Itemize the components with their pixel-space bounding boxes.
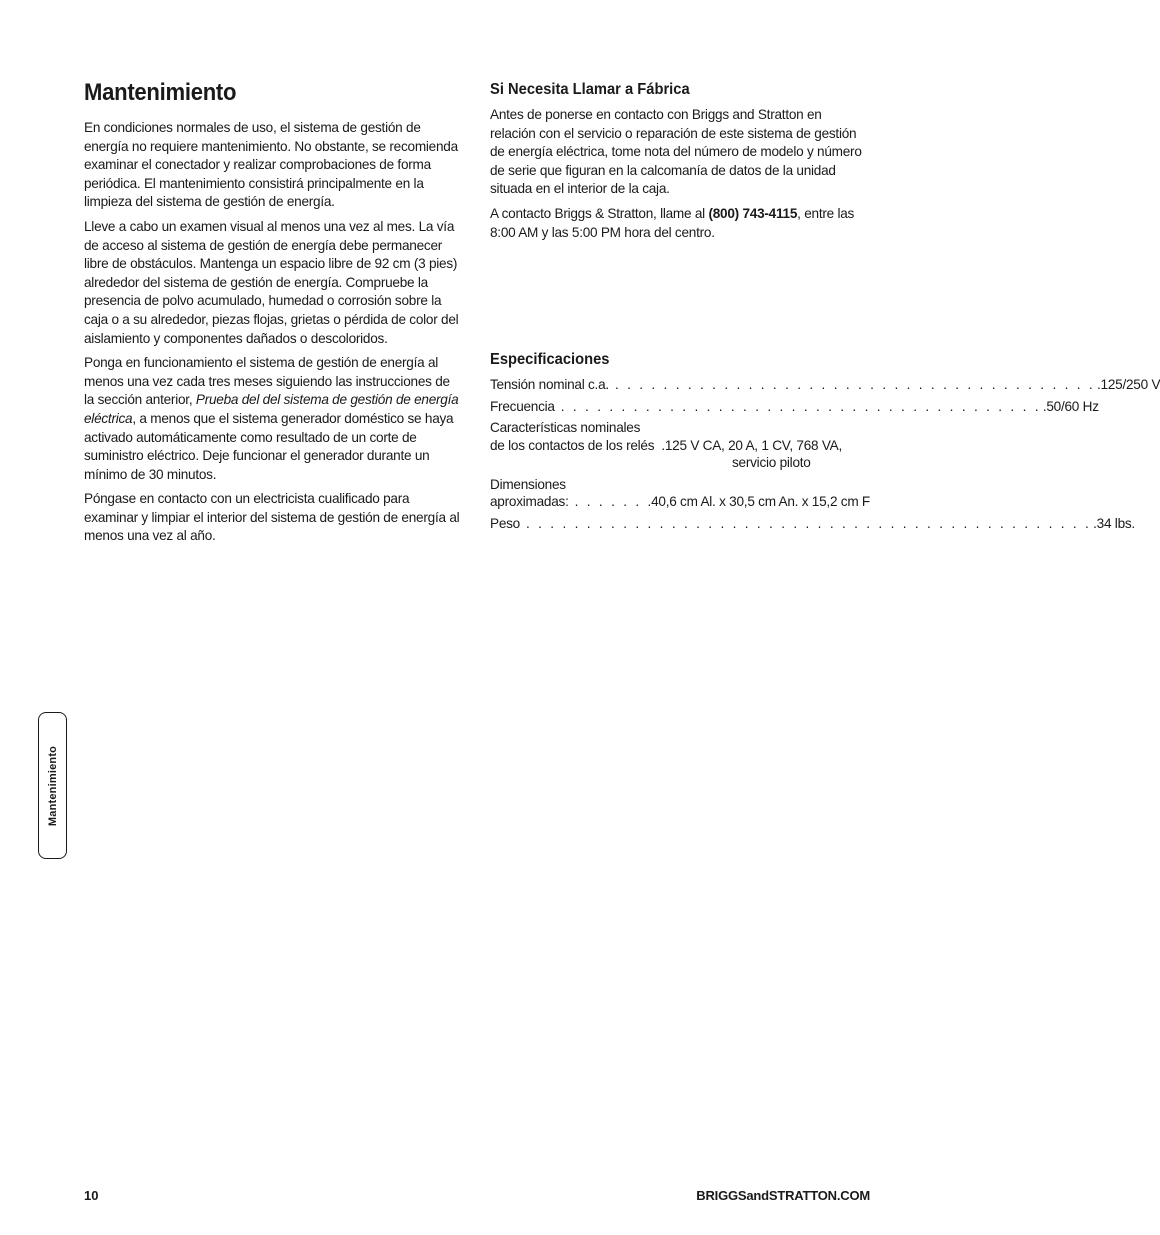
specifications-heading: Especificaciones <box>490 351 610 369</box>
section-side-tab <box>38 712 67 859</box>
spec-dimensions-value: .40,6 cm Al. x 30,5 cm An. x 15,2 cm F <box>647 493 870 509</box>
spec-row-frequency <box>490 398 1099 417</box>
spec-weight-label: Peso <box>490 515 520 531</box>
spec-rating-line-3: servicio piloto <box>732 455 811 471</box>
side-tab-label: Mantenimiento <box>46 745 59 826</box>
spec-voltage-value: .125/250 V <box>1097 377 1160 393</box>
call-text-b: , entre las 8:00 AM y las 5:00 PM hora del centro. <box>490 205 855 240</box>
spec-rating-line-2: de los contactos de los relés .125 V CA, 20 A, 1 CV, 768 VA, <box>490 437 842 453</box>
paragraph-3-text-b: , a menos que el sistema generador doméstico se haya activado automáticamente como resultado de un corte de suministro eléctrico. Deje funcionar el generador durante un mínimo de 30 minutos. <box>84 410 454 482</box>
spec-dimensions-label: aproximadas: <box>490 493 569 509</box>
spec-row-voltage <box>490 376 1160 395</box>
spec-row-weight <box>490 515 1135 534</box>
spec-dimensions-heading-block <box>490 476 870 493</box>
phone-number: (800) 743-4115 <box>708 205 798 221</box>
right-column <box>490 80 1160 536</box>
page-title: Mantenimiento <box>84 79 237 106</box>
leader-dots: . . . . . . . . . . . . . . . . . . . . . . . . . . . . . . . . . . . . . . . . <box>614 377 1096 393</box>
page-number: 10 <box>84 1188 99 1203</box>
spec-row-dimensions <box>490 493 870 512</box>
leader-dots: . . . . . . . . . . . . . . . . . . . . . . . . . . . . . . . . . . . . . . . . . . . . . . . <box>525 515 1092 531</box>
spec-frequency-label: Frecuencia <box>490 398 555 414</box>
spec-weight-value: .34 lbs. <box>1093 515 1135 531</box>
maintenance-paragraph-4: Póngase en contacto con un electricista cualificado para examinar y limpiar el interior del sistema de gestión de energía al menos una vez al año. <box>84 491 460 544</box>
call-factory-paragraph-2 <box>490 205 870 242</box>
spec-voltage-label: Tensión nominal c.a. <box>490 377 609 393</box>
maintenance-paragraph-3 <box>84 354 462 484</box>
spec-rating-line-1: Características nominales <box>490 420 641 436</box>
spec-dimensions-line-1: Dimensiones <box>490 476 566 492</box>
call-factory-heading: Si Necesita Llamar a Fábrica <box>490 81 690 98</box>
leader-dots: . . . . . . . . . . . . . . . . . . . . . . . . . . . . . . . . . . . . . . . . <box>560 398 1041 414</box>
specifications-section <box>490 350 1160 533</box>
maintenance-paragraph-2: Lleve a cabo un examen visual al menos una vez al mes. La vía de acceso al sistema de gestión de energía debe permanecer libre de obstáculos. Mantenga un espacio libre de 92 cm (3 pies) alrededor del sistema de gestión de energía. Compruebe la presencia de polvo acumulado, humedad o corrosión sobre la caja o a su alrededor, piezas flojas, grietas o pérdida de color del aislamiento y componentes dañados o descoloridos. <box>84 218 459 346</box>
spec-frequency-value: .50/60 Hz <box>1042 398 1099 414</box>
test-section-reference: Prueba del del sistema de gestión de energía eléctrica <box>84 392 459 426</box>
call-text-a: A contacto Briggs & Stratton, llame al <box>490 205 709 221</box>
call-factory-paragraph-1: Antes de ponerse en contacto con Briggs and Stratton en relación con el servicio o reparación de este sistema de gestión de energía eléctrica, tome nota del número de modelo y número de serie que figuran en la calcomanía de datos de la unidad situada en el interior de la caja. <box>490 107 862 197</box>
spec-relay-rating <box>490 419 870 471</box>
maintenance-paragraph-1: En condiciones normales de uso, el sistema de gestión de energía no requiere mantenimiento. No obstante, se recomienda examinar el conectador y realizar comprobaciones de forma periódica. El mantenimiento consistirá principalmente en la limpieza del sistema de gestión de energía. <box>84 120 458 210</box>
leader-dots: . . . . . . <box>574 493 642 509</box>
paragraph-3-text-a: Ponga en funcionamiento el sistema de gestión de energía al menos una vez cada tres meses siguiendo las instrucciones de la sección anterior, <box>84 355 450 408</box>
left-column <box>84 78 462 552</box>
footer-website: BRIGGSandSTRATTON.COM <box>696 1188 870 1203</box>
